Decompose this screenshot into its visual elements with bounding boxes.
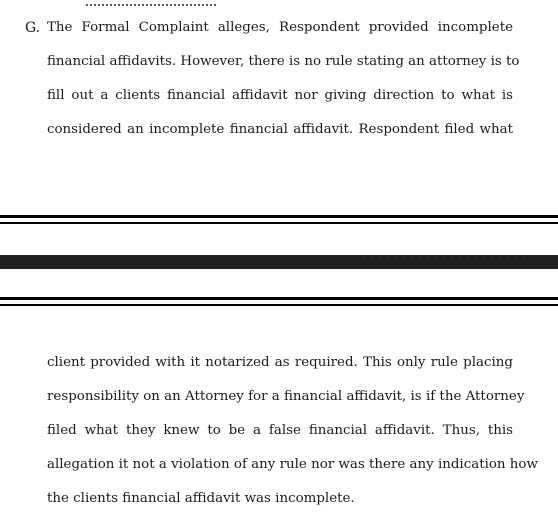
text-line: responsibility on an Attorney for a financial affidavit, is if the Attorney xyxy=(47,389,525,404)
text-line: financial affidavits. However, there is no rule stating an attorney is to xyxy=(47,54,520,69)
document-page-top xyxy=(0,0,558,212)
page-break-rule xyxy=(0,215,558,218)
text-line: filed what they knew to be a false financial affidavit. Thus, this xyxy=(47,423,513,438)
list-item-letter: G. xyxy=(25,20,41,36)
text-line: allegation it not a violation of any rule nor was there any indication how xyxy=(47,457,538,472)
text-line: client provided with it notarized as required. This only rule placing xyxy=(47,355,513,370)
text-line: The Formal Complaint alleges, Respondent provided incomplete xyxy=(47,20,513,35)
partial-previous-line xyxy=(86,0,216,6)
paragraph-bottom xyxy=(47,353,538,523)
page-gap-band xyxy=(0,255,558,269)
text-line: fill out a clients financial affidavit nor giving direction to what is xyxy=(47,88,513,103)
faint-footer-text: · · · · · · · · · · · · · · · · · · · · · xyxy=(362,255,526,264)
page-break-rule xyxy=(0,304,558,306)
paragraph-top xyxy=(47,18,520,154)
text-line: the clients financial affidavit was incomplete. xyxy=(47,491,355,506)
text-line: considered an incomplete financial affidavit. Respondent filed what xyxy=(47,122,513,137)
page-break-rule xyxy=(0,297,558,300)
page-break-rule xyxy=(0,222,558,224)
